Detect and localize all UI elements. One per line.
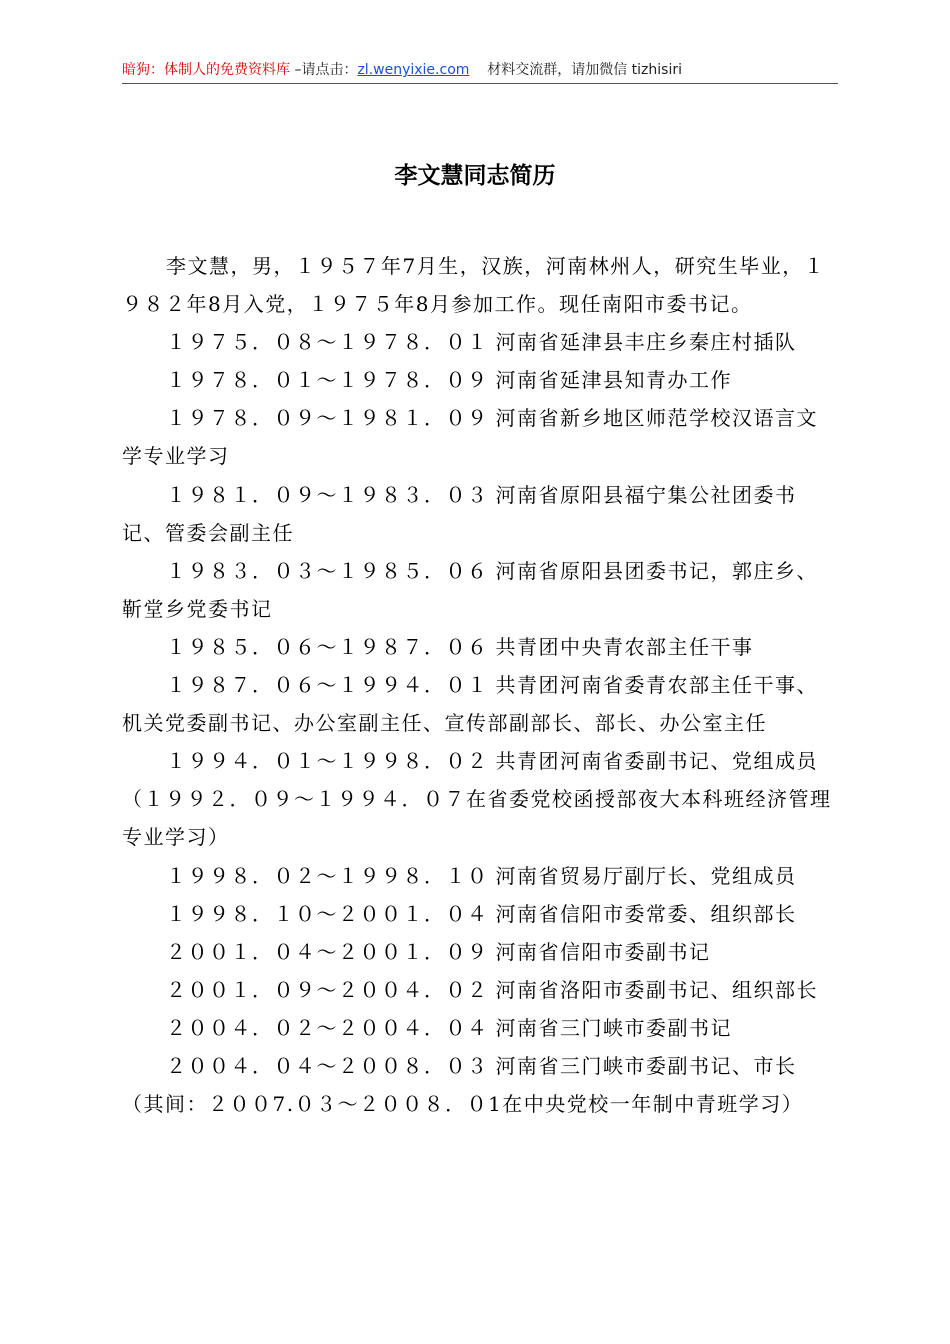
entry-period: １９９８．１０～２００１．０４ [166,901,489,926]
entry-desc: 河南省延津县知青办工作 [495,368,732,393]
entry-period: ２００４．０２～２００４．０４ [166,1015,489,1040]
career-entry-11 [122,933,838,971]
entry-desc: 河南省贸易厅副厅长、党组成员 [495,863,797,888]
career-entry-5 [122,552,838,628]
entry-desc: 河南省三门峡市委副书记 [495,1015,732,1040]
career-entry-10 [122,895,838,933]
entry-period: ２００４．０４～２００８．０３ [166,1053,489,1078]
entry-desc: 河南省洛阳市委副书记、组织部长 [495,977,818,1002]
header-divider [122,83,838,84]
header-link[interactable]: zl.wenyixie.com [357,62,470,78]
entry-desc: 河南省信阳市委常委、组织部长 [495,901,797,926]
career-entry-6 [122,628,838,666]
entry-desc: 河南省延津县丰庄乡秦庄村插队 [495,330,797,355]
page-header [122,58,838,82]
entry-period: １９７８．０１～１９７８．０９ [166,368,489,393]
career-entry-9 [122,857,838,895]
entry-period: ２００１．０９～２００４．０２ [166,977,489,1002]
entry-period: １９９８．０２～１９９８．１０ [166,863,489,888]
entry-desc: 河南省信阳市委副书记 [495,939,711,964]
entry-period: １９７５．０８～１９７８．０１ [166,330,489,355]
career-entry-7 [122,666,838,742]
entry-period: １９８５．０６～１９８７．０６ [166,634,489,659]
career-entry-4 [122,476,838,552]
career-entry-2 [122,361,838,399]
intro-paragraph: 李文慧，男，１９５７年7月生，汉族，河南林州人，研究生毕业，１９８２年8月入党，１９７５年8月参加工作。现任南阳市委书记。 [122,254,826,317]
career-entry-8 [122,742,838,856]
entry-desc: 共青团河南省委青农部主任干事、机关党委副书记、办公室副主任、宣传部副部长、部长、办公室主任 [122,673,818,736]
entry-period: １９８１．０９～１９８３．０３ [166,482,489,507]
header-prompt: –请点击： [290,62,358,78]
header-contact: 材料交流群，请加微信 tizhisiri [487,62,682,78]
career-entry-14 [122,1047,838,1123]
header-brand: 暗狗：体制人的免费资料库 [122,62,290,78]
career-entry-3 [122,399,838,475]
entry-period: １９８３．０３～１９８５．０６ [166,558,489,583]
entry-desc: 河南省原阳县团委书记，郭庄乡、靳堂乡党委书记 [122,558,818,621]
entry-desc: 共青团中央青农部主任干事 [495,634,754,659]
entry-desc: 共青团河南省委副书记、党组成员（１９９２．０９～１９９４．０７在省委党校函授部夜大本科班经济管理专业学习） [122,749,832,850]
header-spacer [469,62,487,78]
document-body [122,247,838,1123]
entry-period: ２００１．０４～２００１．０９ [166,939,489,964]
document-title: 李文慧同志简历 [394,162,556,189]
career-entry-1 [122,323,838,361]
career-entry-13 [122,1009,838,1047]
entry-desc: 河南省新乡地区师范学校汉语言文学专业学习 [122,406,818,469]
entry-period: １９７８．０９～１９８１．０９ [166,406,489,431]
entry-desc: 河南省原阳县福宁集公社团委书记、管委会副主任 [122,482,797,545]
entry-period: １９９４．０１～１９９８．０２ [166,749,489,774]
entry-desc: 河南省三门峡市委副书记、市长（其间：２００7.０３～２００８．０1在中央党校一年制中青班学习） [122,1053,804,1117]
entry-period: １９８７．０６～１９９４．０１ [166,673,489,698]
career-entry-12 [122,971,838,1009]
